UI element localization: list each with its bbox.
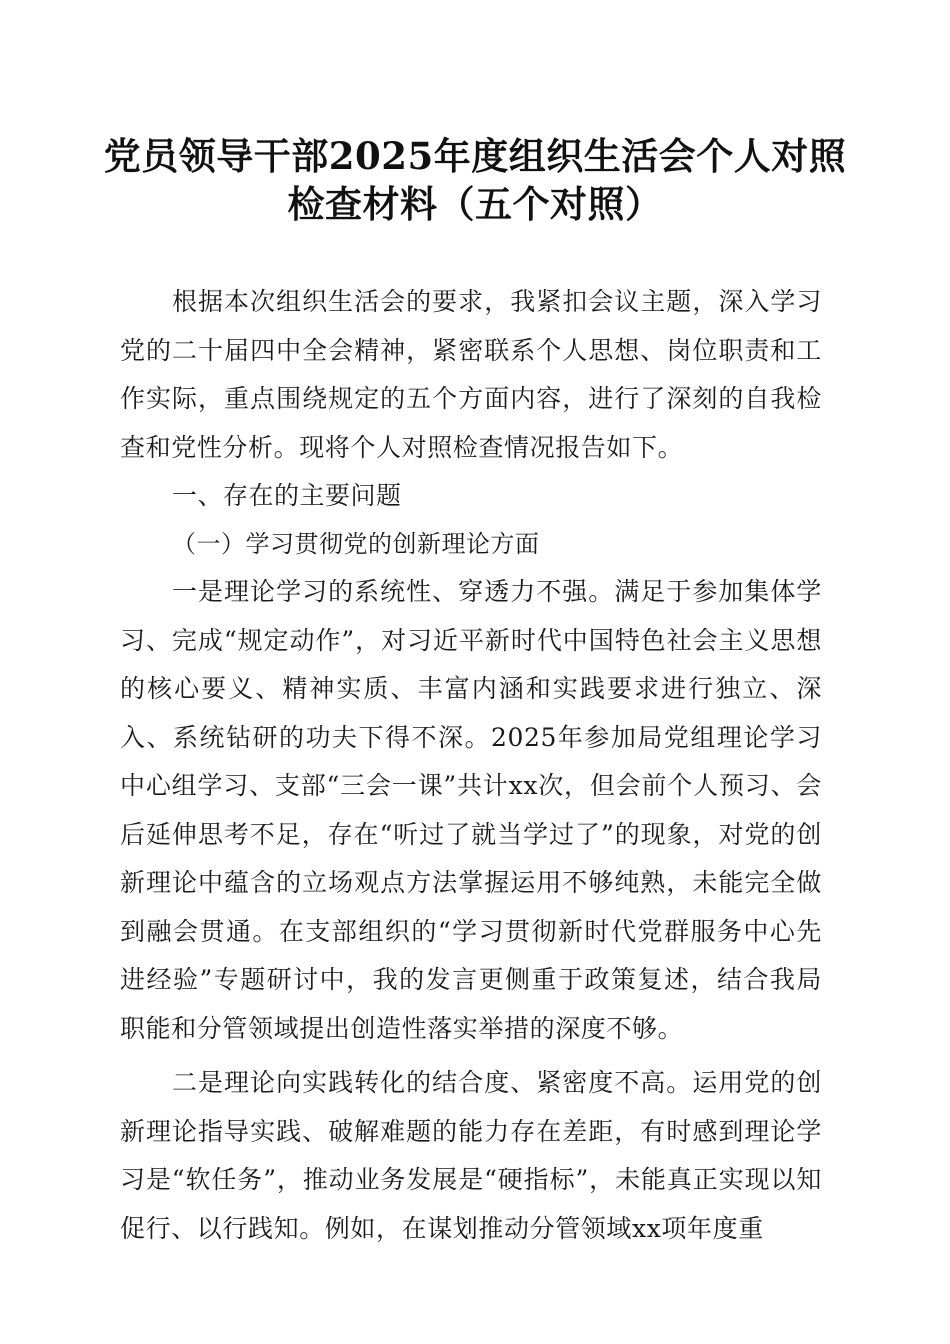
section-heading: 一、存在的主要问题 [172, 481, 402, 510]
document-body [120, 278, 822, 1253]
document-title [60, 132, 890, 228]
intro-paragraph: 根据本次组织生活会的要求，我紧扣会议主题，深入学习党的二十届四中全会精神，紧密联系个人思想、岗位职责和工作实际，重点围绕规定的五个方面内容，进行了深刻的自我检查和党性分析。现将个人对照检查情况报告如下。 [120, 287, 822, 462]
title-line-2: 检查材料（五个对照） [287, 182, 663, 226]
title-line-1: 党员领导干部2025年度组织生活会个人对照 [103, 134, 847, 178]
paragraph-theory-study: 一是理论学习的系统性、穿透力不强。满足于参加集体学习、完成“规定动作”，对习近平新时代中国特色社会主义思想的核心要义、精神实质、丰富内涵和实践要求进行独立、深入、系统钻研的功夫下得不深。2025年参加局党组理论学习中心组学习、支部“三会一课”共计xx次，但会前个人预习、会后延伸思考不足，存在“听过了就当学过了”的现象，对党的创新理论中蕴含的立场观点方法掌握运用不够纯熟，未能完全做到融会贯通。在支部组织的“学习贯彻新时代党群服务中心先进经验”专题研讨中，我的发言更侧重于政策复述，结合我局职能和分管领域提出创造性落实举措的深度不够。 [120, 577, 822, 1043]
subsection-heading: （一）学习贯彻党的创新理论方面 [172, 530, 540, 558]
paragraph-theory-practice: 二是理论向实践转化的结合度、紧密度不高。运用党的创新理论指导实践、破解难题的能力存在差距，有时感到理论学习是“软任务”，推动业务发展是“硬指标”，未能真正实现以知促行、以行践知。例如，在谋划推动分管领域xx项年度重 [120, 1068, 822, 1243]
